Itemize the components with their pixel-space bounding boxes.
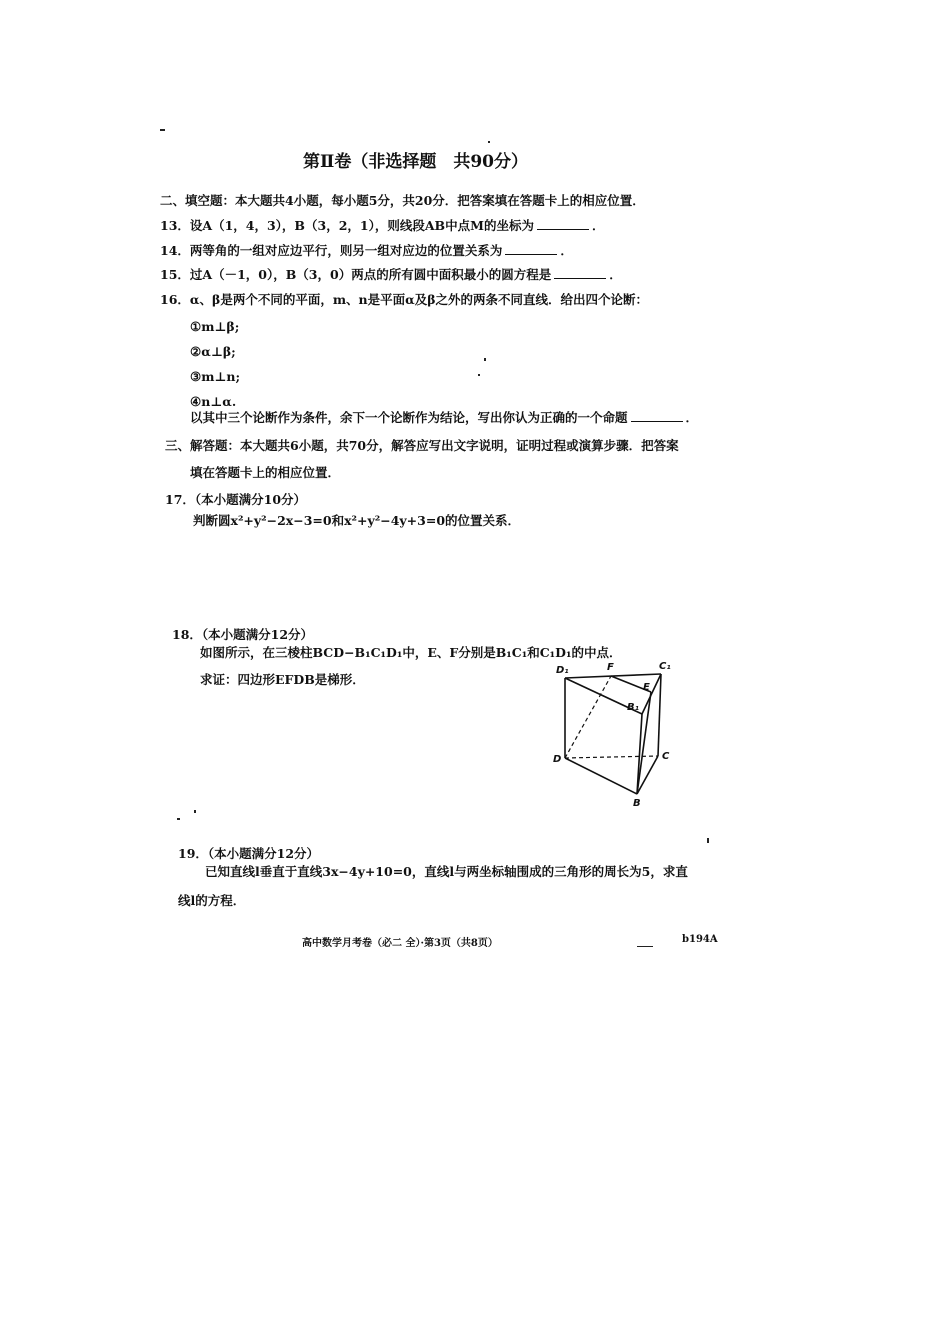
question-15: 15．过A（－1，0），B（3，0）两点的所有圆中面积最小的圆方程是 ． bbox=[160, 267, 622, 282]
question-19-title: 19．（本小题满分12分） bbox=[178, 846, 320, 861]
solution-heading-line2: 填在答题卡上的相应位置． bbox=[190, 465, 341, 480]
question-18-body2: 求证：四边形EFDB是梯形． bbox=[200, 672, 365, 687]
scan-speck bbox=[194, 810, 196, 813]
q16-item: ①m⊥β; bbox=[190, 319, 240, 334]
scan-speck bbox=[637, 946, 653, 947]
label-d: D bbox=[553, 754, 562, 765]
edge-d-b bbox=[565, 758, 637, 794]
question-19-body1: 已知直线l垂直于直线3x−4y+10=0，直线l与两坐标轴围成的三角形的周长为5，求直 bbox=[205, 864, 688, 879]
scan-speck bbox=[488, 141, 490, 143]
edge-c1-c bbox=[658, 674, 661, 756]
section-title: 第Ⅱ卷（非选择题 共90分） bbox=[303, 152, 528, 172]
answer-blank bbox=[631, 411, 683, 422]
label-d1: D₁ bbox=[556, 665, 569, 676]
label-c: C bbox=[662, 751, 670, 762]
scan-speck bbox=[177, 818, 180, 820]
question-19-body2: 线l的方程． bbox=[178, 893, 246, 908]
question-13: 13．设A（1，4，3），B（3，2，1），则线段AB中点M的坐标为 ． bbox=[160, 218, 605, 233]
edge-e-b bbox=[637, 692, 651, 794]
q16-item: ③m⊥n; bbox=[190, 369, 241, 384]
answer-blank bbox=[505, 244, 557, 255]
hidden-edge-d-c bbox=[565, 756, 658, 758]
edge-b1-b bbox=[637, 714, 642, 794]
answer-blank bbox=[537, 219, 589, 230]
label-f: F bbox=[607, 662, 614, 673]
question-18-title: 18．（本小题满分12分） bbox=[172, 627, 314, 642]
question-17-title: 17．（本小题满分10分） bbox=[165, 492, 307, 507]
fill-in-heading: 二、填空题：本大题共4小题，每小题5分，共20分．把答案填在答题卡上的相应位置． bbox=[160, 193, 645, 208]
page-code: b194A bbox=[682, 934, 718, 945]
scan-speck bbox=[478, 374, 480, 376]
q16-item: ②α⊥β; bbox=[190, 344, 236, 359]
scan-speck bbox=[484, 358, 486, 361]
question-18-body1: 如图所示，在三棱柱BCD−B₁C₁D₁中，E、F分别是B₁C₁和C₁D₁的中点． bbox=[200, 645, 622, 660]
label-b: B bbox=[633, 798, 641, 809]
question-16: 16．α、β是两个不同的平面，m、n是平面α及β之外的两条不同直线．给出四个论断： bbox=[160, 292, 649, 307]
question-14: 14．两等角的一组对应边平行，则另一组对应边的位置关系为 ． bbox=[160, 243, 573, 258]
page-footer: 高中数学月考卷（必二 全）·第3页（共8页） bbox=[302, 938, 498, 949]
answer-blank bbox=[554, 268, 606, 279]
prism-figure bbox=[545, 658, 680, 813]
scan-speck bbox=[160, 129, 165, 131]
label-c1: C₁ bbox=[659, 661, 671, 672]
scan-speck bbox=[707, 838, 709, 843]
label-e: E bbox=[643, 682, 650, 693]
q16-item: ④n⊥α. bbox=[190, 394, 237, 409]
question-17-body: 判断圆x²+y²−2x−3=0和x²+y²−4y+3=0的位置关系． bbox=[193, 513, 521, 528]
label-b1: B₁ bbox=[627, 702, 640, 713]
solution-heading-line1: 三、解答题：本大题共6小题，共70分，解答应写出文字说明，证明过程或演算步骤．把答案 bbox=[165, 438, 679, 453]
q16-tail: 以其中三个论断作为条件，余下一个论断作为结论，写出你认为正确的一个命题 ． bbox=[190, 410, 699, 425]
